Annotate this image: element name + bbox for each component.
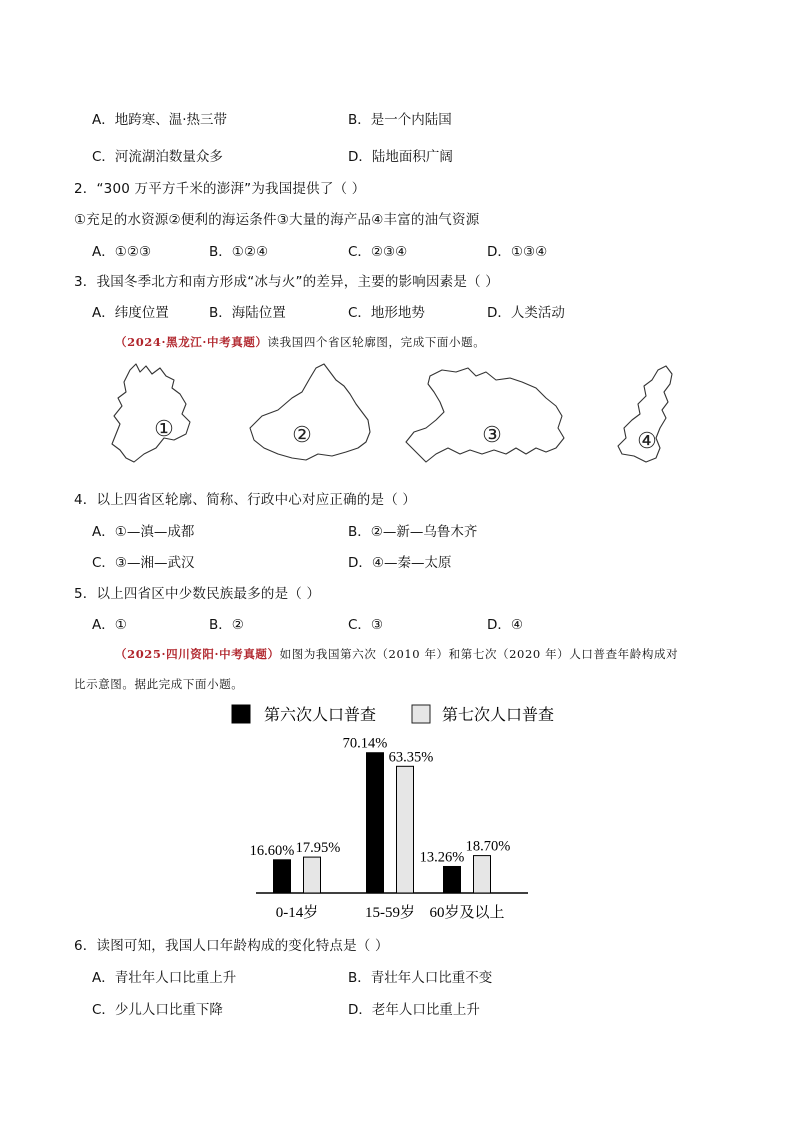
map-label-1: ① (154, 416, 174, 441)
q5-stem: 5．以上四省区中少数民族最多的是（ ） (74, 586, 321, 602)
q1-option-a: A．地跨寒、温·热三带 (92, 112, 228, 128)
bar-series-2-2 (397, 766, 414, 893)
legend-label-series-2: 第七次人口普查 (442, 707, 555, 724)
intro-2-text: 如图为我国第六次（2010 年）和第七次（2020 年）人口普查年龄构成对 (279, 647, 679, 661)
intro-1 (115, 334, 485, 350)
q6-option-c: C．少儿人口比重下降 (92, 1002, 223, 1018)
map-label-2: ② (292, 422, 312, 447)
q4-option-a: A．①—滇—成都 (92, 524, 195, 540)
q2-statements: ①充足的水资源②便利的海运条件③大量的海产品④丰富的油气资源 (74, 212, 480, 228)
q1-option-c: C．河流湖泊数量众多 (92, 149, 223, 165)
bar-series-2-1 (304, 857, 321, 893)
q5-option-a: A．① (92, 617, 127, 633)
q2-option-a: A．①②③ (92, 244, 152, 260)
data-label-series-2-3: 18.70% (465, 838, 511, 855)
legend-swatch-series-1 (232, 705, 250, 723)
bar-series-1-1 (274, 860, 291, 893)
category-label-3: 60岁及以上 (429, 905, 505, 921)
data-label-series-1-3: 13.26% (419, 849, 465, 866)
q4-option-d: D．④—秦—太原 (348, 555, 452, 571)
province-outline-1 (112, 364, 190, 462)
q2-option-c: C．②③④ (348, 244, 408, 260)
intro-1-source: （2024·黑龙江·中考真题） (115, 335, 268, 349)
category-label-1: 0-14岁 (275, 905, 319, 921)
map-label-3: ③ (482, 422, 502, 447)
legend-label-series-1: 第六次人口普查 (264, 707, 377, 724)
category-label-2: 15-59岁 (365, 905, 415, 921)
q6-option-d: D．老年人口比重上升 (348, 1002, 480, 1018)
bar-series-1-2 (367, 753, 384, 893)
q3-stem: 3．我国冬季北方和南方形成“冰与火”的差异，主要的影响因素是（ ） (74, 274, 499, 290)
q1-option-d: D．陆地面积广阔 (348, 149, 453, 165)
data-label-series-2-2: 63.35% (388, 749, 434, 766)
q4-option-c: C．③—湘—武汉 (92, 555, 195, 571)
intro-1-text: 读我国四个省区轮廓图，完成下面小题。 (267, 335, 486, 349)
q5-option-b: B．② (209, 617, 244, 633)
chart-legend (232, 705, 554, 724)
q3-option-a: A．纬度位置 (92, 305, 169, 321)
population-age-chart (220, 696, 580, 926)
intro-2-text-cont: 比示意图。据此完成下面小题。 (74, 677, 244, 691)
q4-option-b: B．②—新—乌鲁木齐 (348, 524, 478, 540)
q6-option-a: A．青壮年人口比重上升 (92, 970, 237, 986)
province-outline-maps (100, 358, 700, 478)
intro-2 (115, 646, 678, 662)
bar-series-2-3 (474, 856, 491, 893)
data-label-series-1-2: 70.14% (342, 735, 388, 752)
q2-stem: 2．“300 万平方千米的澎湃”为我国提供了（ ） (74, 181, 366, 197)
q6-stem: 6．读图可知，我国人口年龄构成的变化特点是（ ） (74, 938, 389, 954)
q3-option-b: B．海陆位置 (209, 305, 286, 321)
q4-stem: 4．以上四省区轮廓、简称、行政中心对应正确的是（ ） (74, 492, 417, 508)
map-label-4: ④ (637, 428, 657, 453)
q5-option-c: C．③ (348, 617, 384, 633)
data-label-series-2-1: 17.95% (295, 840, 341, 857)
data-label-series-1-1: 16.60% (249, 842, 295, 859)
q2-option-d: D．①③④ (487, 244, 548, 260)
q3-option-c: C．地形地势 (348, 305, 425, 321)
province-outline-3 (406, 368, 564, 462)
intro-2-source: （2025·四川资阳·中考真题） (115, 647, 280, 661)
bar-series-1-3 (444, 866, 461, 893)
q1-option-b: B．是一个内陆国 (348, 112, 452, 128)
q2-option-b: B．①②④ (209, 244, 269, 260)
q5-option-d: D．④ (487, 617, 523, 633)
q6-option-b: B．青壮年人口比重不变 (348, 970, 493, 986)
q3-option-d: D．人类活动 (487, 305, 565, 321)
legend-swatch-series-2 (412, 705, 430, 723)
